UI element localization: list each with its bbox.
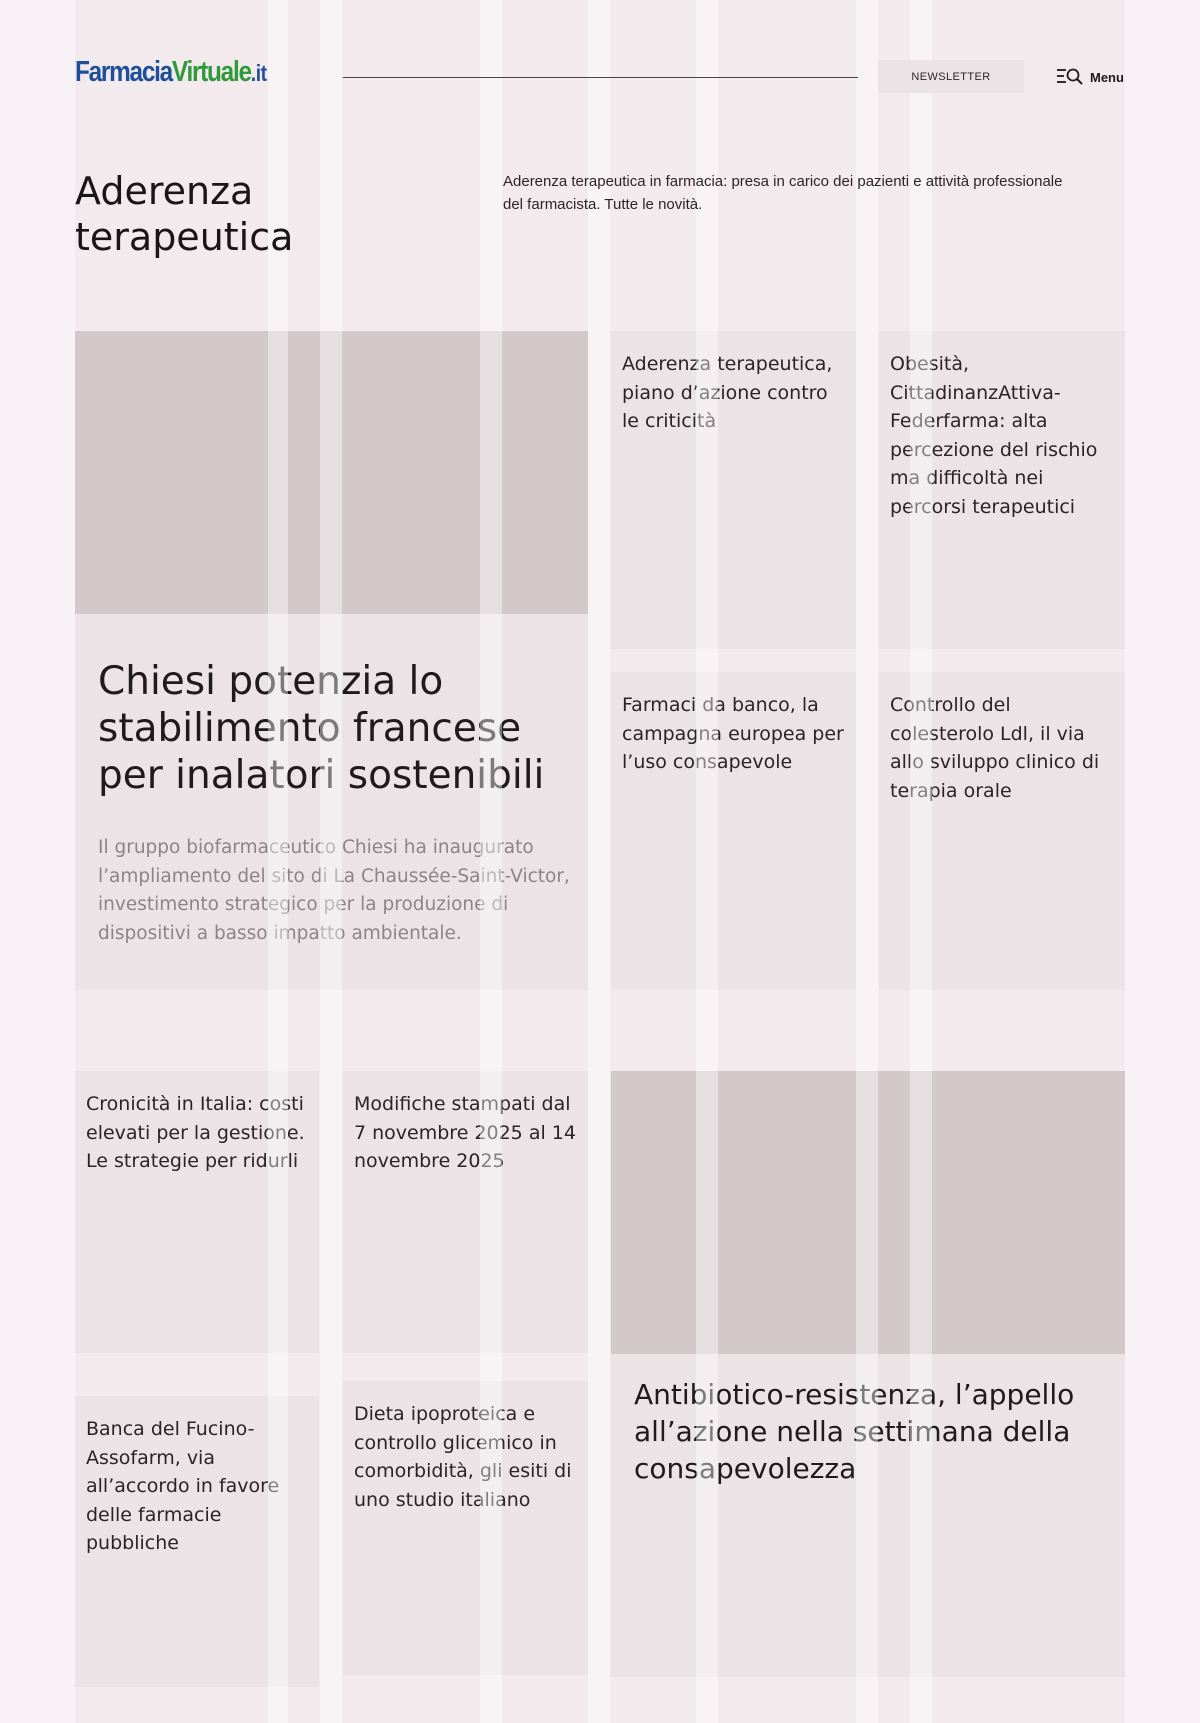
article-title[interactable]: Farmaci da banco, la campagna europea per l’uso consapevole (622, 694, 844, 773)
header-divider (343, 77, 858, 78)
article-card[interactable] (75, 1071, 319, 1353)
article-title[interactable]: Modifiche stampati dal 7 novembre 2025 al 14 novembre 2025 (354, 1093, 576, 1172)
site-logo[interactable] (75, 56, 267, 89)
menu-label: Menu (1090, 69, 1124, 85)
menu-button[interactable] (1056, 66, 1124, 88)
article-title[interactable]: Obesità, CittadinanzAttiva-Federfarma: alta percezione del rischio ma difficoltà nei percorsi terapeutici (890, 353, 1098, 518)
logo-text-part1: Farmacia (75, 56, 172, 88)
secondary-article-title[interactable]: Antibiotico-resistenza, l’appello all’azione nella settimana della consapevolezza (634, 1378, 1075, 1485)
secondary-article-image[interactable] (611, 1071, 1125, 1354)
article-title[interactable]: Controllo del colesterolo Ldl, il via allo sviluppo clinico di terapia orale (890, 694, 1100, 802)
article-card[interactable] (611, 672, 856, 990)
article-card[interactable] (75, 1396, 319, 1687)
page-intro: Aderenza terapeutica in farmacia: presa in carico dei pazienti e attività professionale del farmacista. Tutte le novità. (503, 173, 1063, 213)
newsletter-button[interactable]: NEWSLETTER (878, 60, 1024, 93)
article-card[interactable] (879, 331, 1125, 649)
featured-article-summary: Il gruppo biofarmaceutico Chiesi ha inaugurato l’ampliamento del sito di La Chaussée-Saint-Victor, investimento strategico per la produzione di dispositivi a basso impatto ambientale. (98, 837, 570, 944)
article-card[interactable] (343, 1071, 588, 1353)
article-title[interactable]: Banca del Fucino-Assofarm, via all’accordo in favore delle farmacie pubbliche (86, 1418, 280, 1554)
featured-article-image[interactable] (75, 331, 588, 614)
featured-article-title[interactable]: Chiesi potenzia lo stabilimento francese per inalatori sostenibili (98, 659, 545, 798)
article-title[interactable]: Dieta ipoproteica e controllo glicemico in comorbidità, gli esiti di uno studio italiano (354, 1403, 572, 1511)
article-card[interactable] (343, 1381, 588, 1675)
logo-text-part3: .it (250, 60, 267, 86)
article-card[interactable] (611, 331, 856, 649)
article-title[interactable]: Aderenza terapeutica, piano d’azione contro le criticità (622, 353, 833, 432)
article-title[interactable]: Cronicità in Italia: costi elevati per la gestione. Le strategie per ridurli (86, 1093, 305, 1172)
logo-text-part2: Virtuale (171, 56, 251, 88)
menu-search-icon (1056, 67, 1084, 87)
page-title: Aderenza terapeutica (75, 169, 294, 259)
article-card[interactable] (879, 672, 1125, 990)
